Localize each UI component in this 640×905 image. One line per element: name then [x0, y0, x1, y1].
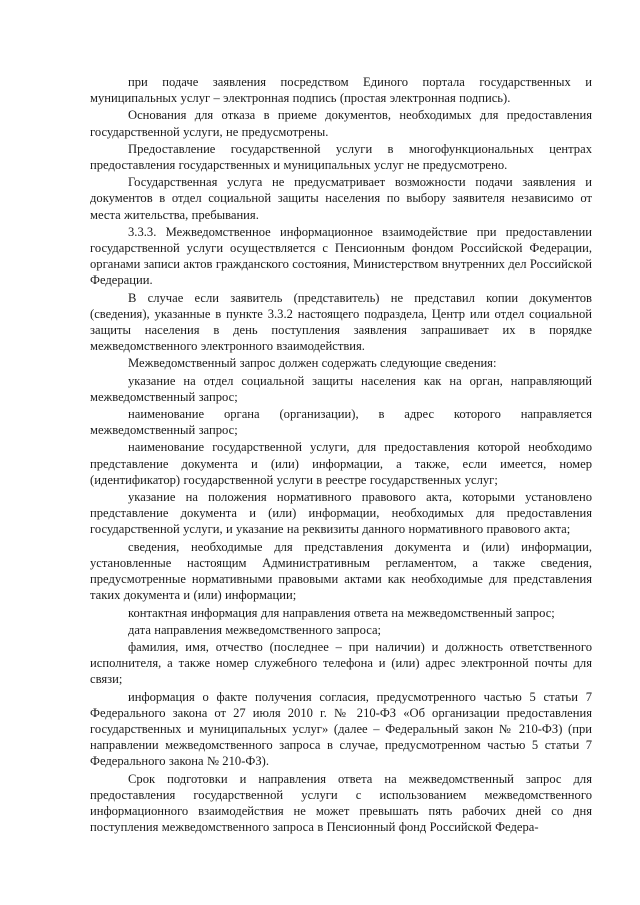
paragraph-refusal-grounds: Основания для отказа в приеме документов, необходимых для предоставления государственной услуги, не предусмотрены. — [90, 108, 592, 139]
list-item-request-date: дата направления межведомственного запроса; — [128, 622, 382, 637]
list-item-consent-information: информация о факте получения согласия, предусмотренного частью 5 статьи 7 Федерального закона от 27 июля 2010 г. № 210-ФЗ «Об организации предоставления государственных и муниципальных услуг» (далее – Федеральный закон № 210-ФЗ) (при направлении межведомственного запроса в случае, предусмотренном частью 5 статьи 7 Федерального закона № 210-ФЗ). — [90, 689, 592, 769]
list-item-contact-info: контактная информация для направления ответа на межведомственный запрос; — [128, 605, 555, 620]
list-item-responsible-executor: фамилия, имя, отчество (последнее – при наличии) и должность ответственного исполнителя, а также номер служебного телефона и (или) адрес электронной почты для связи; — [90, 639, 592, 687]
list-item-required-information: сведения, необходимые для представления документа и (или) информации, установленные настоящим Административным регламентом, а также сведения, предусмотренные нормативными правовыми актами как необходимые для представления таких документа и (или) информации; — [90, 539, 592, 603]
paragraph-extraterritorial: Государственная услуга не предусматривает возможности подачи заявления и документов в отдел социальной защиты населения по выбору заявителя независимо от места жительства, пребывания. — [90, 175, 592, 222]
list-item-service-name: наименование государственной услуги, для предоставления которой необходимо представление документа и (или) информации, а также, если имеется, номер (идентификатор) государственной услуги в реестре государственных услуг; — [90, 440, 592, 487]
paragraph-response-deadline: Срок подготовки и направления ответа на межведомственный запрос для предоставления государственной услуги с использованием межведомственного информационного взаимодействия не может превышать пять рабочих дней со дня поступления межведомственного запроса в Пенсионный фонд Российской Федера- — [90, 771, 592, 835]
list-item-requesting-department: указание на отдел социальной защиты населения как на орган, направляющий межведомственный запрос; — [90, 373, 592, 404]
document-page — [90, 74, 592, 835]
list-item-addressee-organ: наименование органа (организации), в адрес которого направляется межведомственный запрос; — [90, 407, 592, 438]
list-item-legal-act-provisions: указание на положения нормативного правового акта, которыми установлено представление документа и (или) информации, необходимых для предоставления государственной услуги, и указание на реквизиты данного нормативного правового акта; — [90, 490, 592, 537]
paragraph-request-contents-intro: Межведомственный запрос должен содержать следующие сведения: — [128, 356, 497, 371]
paragraph-request-documents: В случае если заявитель (представитель) не представил копии документов (сведения), указанные в пункте 3.3.2 настоящего подраздела, Центр или отдел социальной защиты населения в день поступления заявления запрашивает их в порядке межведомственного электронного взаимодействия. — [90, 290, 592, 354]
paragraph-mfc-not-provided: Предоставление государственной услуги в многофункциональных центрах предоставления государственных и муниципальных услуг не предусмотрено. — [90, 141, 592, 173]
paragraph-signature-epgu: при подаче заявления посредством Единого портала государственных и муниципальных услуг – электронная подпись (простая электронная подпись). — [90, 75, 592, 106]
paragraph-3-3-3-interagency: 3.3.3. Межведомственное информационное взаимодействие при предоставлении государственной услуги осуществляется с Пенсионным фондом Российской Федерации, органами записи актов гражданского состояния, Министерством внутренних дел Российской Федерации. — [90, 224, 592, 288]
